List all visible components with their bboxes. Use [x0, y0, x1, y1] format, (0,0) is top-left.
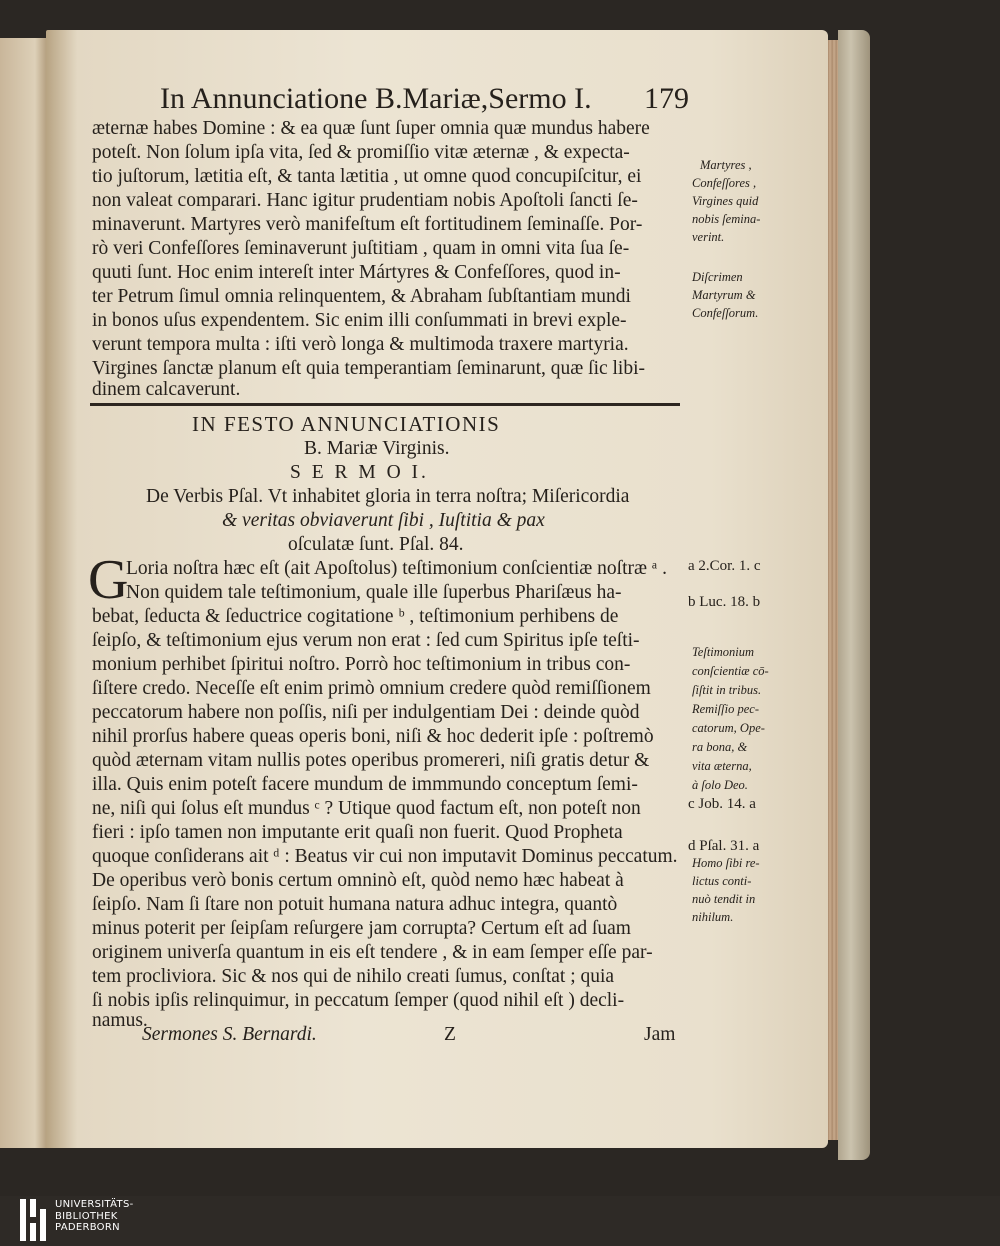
- text-line: tem procliviora. Sic & nos qui de nihilo creati ſumus, conſtat ; quia: [92, 966, 615, 987]
- library-name-line: PADERBORN: [55, 1222, 120, 1233]
- text-line: Non quidem tale teſtimonium, quale ille ſuperbus Phariſæus ha-: [126, 582, 622, 603]
- text-line: bebat, ſeducta & ſeductrice cogitatione ᵇ , teſtimonium perhibens de: [92, 606, 619, 627]
- library-name-line: BIBLIOTHEK: [55, 1210, 118, 1222]
- sermon-text-ref: oſculatæ ſunt. Pſal. 84.: [288, 534, 464, 555]
- text-line: ſi nobis ipſis relinquimur, in peccatum ſemper (quod nihil eſt ) decli-: [92, 990, 625, 1011]
- text-line: verunt tempora multa : iſti verò longa & multimoda traxere martyria.: [92, 334, 629, 355]
- margin-ref-c: c Job. 14. a: [688, 796, 756, 812]
- text-line: ter Petrum ſimul omnia relinquentem, & Abraham ſubſtantiam mundi: [92, 286, 631, 307]
- margin-ref-d: d Pſal. 31. a: [688, 838, 760, 854]
- text-line: ſeipſo. Nam ſi ſtare non potuit humana natura adhuc integra, quantò: [92, 894, 618, 915]
- text-line: non valeat comparari. Hanc igitur prudentiam nobis Apoſtoli ſancti ſe-: [92, 190, 638, 211]
- margin-ref-a: a 2.Cor. 1. c: [688, 558, 761, 574]
- margin-line: Confeſſores ,: [692, 176, 757, 190]
- signature-line: Sermones S. Bernardi.: [142, 1024, 317, 1045]
- section-divider: [90, 403, 680, 406]
- margin-line: nihilum.: [692, 910, 734, 924]
- text-line: De operibus verò bonis certum omninò eſt, quòd nemo hæc habeat à: [92, 870, 624, 891]
- text-line: ne, niſi qui ſolus eſt mundus ᶜ ? Utique quod factum eſt, non poteſt non: [92, 798, 641, 819]
- sermon-number: S E R M O I.: [290, 462, 429, 483]
- text-line: peccatorum habere non poſſis, niſi per indulgentiam Dei : deinde quòd: [92, 702, 640, 723]
- text-line: illa. Quis enim poteſt facere mundum de immmundo conceptum ſemi-: [92, 774, 638, 795]
- margin-ref-b: b Luc. 18. b: [688, 594, 761, 610]
- margin-line: Teſtimonium: [692, 645, 755, 659]
- margin-line: conſcientiæ cō-: [692, 664, 769, 678]
- text-line: nihil prorſus habere queas operis boni, niſi & hoc dederit ipſe : poſtremò: [92, 726, 654, 747]
- text-line: in bonos uſus expendentem. Sic enim illi conſummati in brevi exple-: [92, 310, 627, 331]
- text-line: minaverunt. Martyres verò manifeſtum eſt fortitudinem ſeminaſſe. Por-: [92, 214, 643, 235]
- margin-line: Diſcrimen: [692, 270, 743, 284]
- text-line: rò veri Confeſſores ſeminaverunt juſtitiam , quam in omni vita ſua ſe-: [92, 238, 630, 259]
- text-line: Virgines ſanctæ planum eſt quia temperantiam ſeminarunt, quæ ſic libi-: [92, 358, 646, 379]
- margin-line: à ſolo Deo.: [692, 778, 748, 792]
- text-line: poteſt. Non ſolum ipſa vita, ſed & promiſſio vitæ æternæ , & expecta-: [92, 142, 630, 163]
- margin-line: Martyres ,: [700, 158, 752, 172]
- library-name-line: UNIVERSITÄTS-: [55, 1199, 134, 1210]
- book-cover-edge: [838, 30, 870, 1160]
- text-line: minus poterit per ſeipſam reſurgere jam corrupta? Certum eſt ad ſuam: [92, 918, 631, 939]
- left-page-edge: [0, 38, 50, 1148]
- margin-line: Homo ſibi re-: [692, 856, 760, 870]
- margin-line: ra bona, &: [692, 740, 748, 754]
- drop-cap: G: [88, 549, 129, 611]
- sermon-subtitle: B. Mariæ Virginis.: [304, 438, 450, 459]
- library-footer-bar: [0, 1196, 1000, 1246]
- margin-line: Martyrum &: [692, 288, 756, 302]
- text-line: originem univerſa quantum in eis eſt tendere , & in eam ſemper eſſe par-: [92, 942, 653, 963]
- library-logo-icon: [20, 1197, 48, 1243]
- text-line: tio juſtorum, lætitia eſt, & tanta lætitia , ut omne quod concupiſcitur, ei: [92, 166, 642, 187]
- text-line: quoque conſiderans ait ᵈ : Beatus vir cui non imputavit Dominus peccatum.: [92, 846, 678, 867]
- text-line: quuti ſunt. Hoc enim intereſt inter Mártyres & Confeſſores, quod in-: [92, 262, 621, 283]
- text-line: ſeipſo, & teſtimonium ejus verum non erat : ſed cum Spiritus ipſe teſti-: [92, 630, 640, 651]
- margin-line: lictus conti-: [692, 874, 752, 888]
- margin-line: Remiſſio pec-: [692, 702, 759, 716]
- text-line: namus.: [92, 1010, 148, 1031]
- running-header: In Annunciatione B.Mariæ,Sermo I.: [160, 82, 592, 115]
- text-line: fieri : ipſo tamen non imputante erit quaſi non fuerit. Quod Propheta: [92, 822, 623, 843]
- sermon-text-ref: & veritas obviaverunt ſibi , Iuſtitia & pax: [222, 510, 545, 531]
- library-name: [55, 1199, 134, 1234]
- catchword: Jam: [644, 1024, 676, 1045]
- text-line: Loria noſtra hæc eſt (ait Apoſtolus) teſtimonium conſcientiæ noſtræ ᵃ .: [126, 558, 667, 579]
- margin-line: nobis ſemina-: [692, 212, 761, 226]
- sermon-text-ref: De Verbis Pſal. Vt inhabitet gloria in terra noſtra; Miſericordia: [146, 486, 630, 507]
- text-line: æternæ habes Domine : & ea quæ ſunt ſuper omnia quæ mundus habere: [92, 118, 650, 139]
- margin-line: nuò tendit in: [692, 892, 756, 906]
- text-line: quòd æternam vitam nullis potes operibus promereri, niſi gratis detur &: [92, 750, 650, 771]
- margin-line: Confeſſorum.: [692, 306, 759, 320]
- text-line: ſiſtere credo. Neceſſe eſt enim primò omnium credere quòd remiſſionem: [92, 678, 651, 699]
- margin-line: vita æterna,: [692, 759, 752, 773]
- margin-line: Virgines quid: [692, 194, 759, 208]
- margin-line: ſiſtit in tribus.: [692, 683, 762, 697]
- page-number: 179: [644, 82, 689, 115]
- gathering-mark: Z: [444, 1024, 456, 1045]
- margin-line: catorum, Ope-: [692, 721, 765, 735]
- text-line: dinem calcaverunt.: [92, 379, 241, 400]
- margin-line: verint.: [692, 230, 725, 244]
- sermon-title: IN FESTO ANNUNCIATIONIS: [192, 412, 501, 436]
- text-line: monium perhibet ſpiritui noſtro. Porrò hoc teſtimonium in tribus con-: [92, 654, 631, 675]
